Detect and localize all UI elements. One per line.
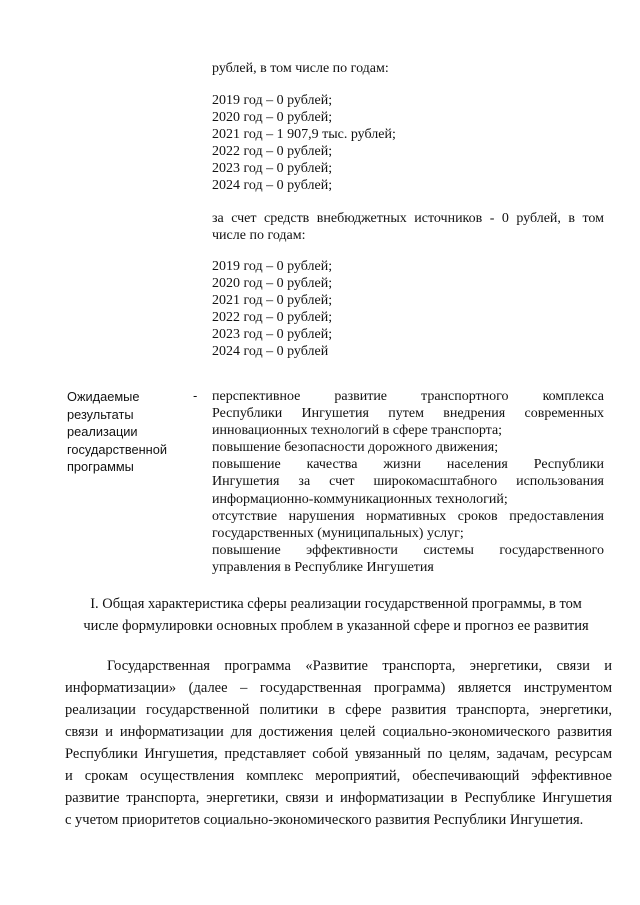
results-label-line: результаты	[67, 406, 134, 422]
results-label	[67, 388, 205, 476]
extra-budget-intro-line1: за счет средств внебюджетных источников - 0 рублей, в том	[212, 211, 604, 226]
result-line: повышение эффективности системы государственного	[212, 542, 604, 558]
results-label-line: Ожидаемые	[67, 389, 140, 404]
budget-year-2021: 2021 год – 1 907,9 тыс. рублей;	[212, 127, 396, 142]
result-line: повышение безопасности дорожного движения;	[212, 440, 499, 456]
budget-intro	[212, 60, 604, 77]
section-paragraph	[65, 655, 612, 831]
paragraph-line: развитие транспорта, энергетики, связи и информатизации в Республике Ингушетия	[65, 790, 612, 806]
paragraph-line: Государственная программа «Развитие транспорта, энергетики, связи и	[107, 658, 612, 674]
result-line: Республики Ингушетия путем внедрения современных	[212, 406, 604, 422]
extra-year-2020: 2020 год – 0 рублей;	[212, 276, 333, 291]
result-line: Ингушетия за счет широкомасштабного использования	[212, 474, 604, 490]
section-heading-line1: I. Общая характеристика сферы реализации государственной программы, в том	[90, 596, 582, 612]
paragraph-line: информатизации» (далее – государственная программа) является инструментом	[65, 680, 612, 696]
results-dash: -	[193, 388, 198, 403]
results-list	[212, 388, 604, 576]
budget-year-2020: 2020 год – 0 рублей;	[212, 110, 333, 125]
result-line: отсутствие нарушения нормативных сроков предоставления	[212, 508, 604, 524]
extra-year-2024: 2024 год – 0 рублей	[212, 344, 329, 359]
paragraph-line: и срокам осуществления комплекс мероприятий, обеспечивающий эффективное	[65, 768, 612, 784]
extra-year-2023: 2023 год – 0 рублей;	[212, 327, 333, 342]
result-line: инновационных технологий в сфере транспорта;	[212, 423, 503, 439]
extra-year-2022: 2022 год – 0 рублей;	[212, 310, 333, 325]
results-label-line: программы	[67, 459, 134, 474]
budget-year-2019: 2019 год – 0 рублей;	[212, 93, 333, 108]
budget-year-2023: 2023 год – 0 рублей;	[212, 161, 333, 176]
budget-year-2024: 2024 год – 0 рублей;	[212, 178, 333, 193]
extra-year-2021: 2021 год – 0 рублей;	[212, 293, 333, 308]
result-line: управления в Республике Ингушетия	[212, 559, 434, 575]
paragraph-line: связи и информатизации для достижения целей социально-экономического развития	[65, 724, 612, 740]
result-line: информационно-коммуникационных технологий;	[212, 491, 508, 507]
results-label-line: реализации	[67, 424, 138, 439]
section-heading	[60, 593, 612, 637]
extra-budget-intro-line2: числе по годам:	[212, 228, 306, 243]
paragraph-line: с учетом приоритетов социально-экономического развития Республики Ингушетия.	[65, 812, 584, 828]
section-heading-line2: числе формулировки основных проблем в указанной сфере и прогноз ее развития	[83, 618, 589, 634]
extra-years-list	[212, 258, 604, 360]
extra-budget-intro	[212, 210, 604, 244]
result-line: государственных (муниципальных) услуг;	[212, 525, 464, 541]
budget-intro-text: рублей, в том числе по годам:	[212, 61, 389, 76]
paragraph-line: Республики Ингушетия, представляет собой увязанный по целям, задачам, ресурсам	[65, 746, 612, 762]
budget-year-2022: 2022 год – 0 рублей;	[212, 144, 333, 159]
paragraph-line: реализации государственной политики в сфере развития транспорта, энергетики,	[65, 702, 612, 718]
result-line: перспективное развитие транспортного комплекса	[212, 389, 604, 404]
extra-year-2019: 2019 год – 0 рублей;	[212, 259, 333, 274]
results-label-line: государственной	[67, 441, 168, 457]
result-line: повышение качества жизни населения Республики	[212, 457, 604, 473]
budget-years-list	[212, 92, 604, 194]
